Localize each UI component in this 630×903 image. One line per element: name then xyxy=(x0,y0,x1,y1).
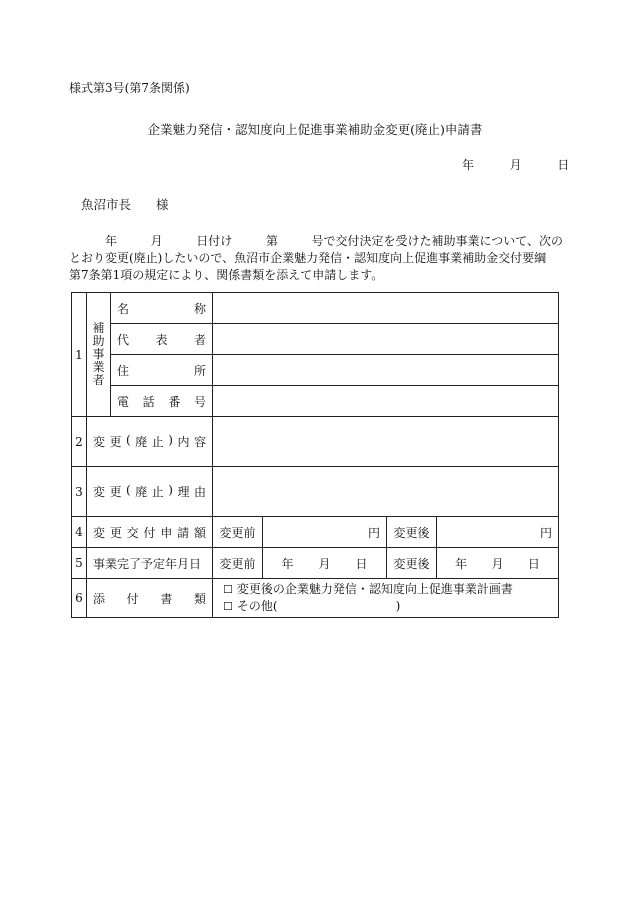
row-3-number: 3 xyxy=(72,467,87,517)
change-content-label: 変 更 ( 廃 止 ) 内 容 xyxy=(87,417,213,467)
body-date-suffix: 日付け xyxy=(196,234,233,248)
attachments-options xyxy=(213,579,559,618)
date-year-label: 年 xyxy=(462,158,475,172)
date-after-field[interactable]: 年 月 日 xyxy=(437,548,559,579)
grant-amount-label: 変 更 交 付 申 請 額 xyxy=(87,517,213,548)
row-2-number: 2 xyxy=(72,417,87,467)
date-after-label: 変更後 xyxy=(387,548,437,579)
phone-field[interactable] xyxy=(213,386,559,417)
body-line-2: とおり変更(廃止)したいので、魚沼市企業魅力発信・認知度向上促進事業補助金交付要綱 xyxy=(69,251,547,265)
change-reason-field[interactable] xyxy=(213,467,559,517)
addressee: 魚沼市長 様 xyxy=(81,197,169,212)
row-5-number: 5 xyxy=(72,548,87,579)
change-reason-label: 変 更 ( 廃 止 ) 理 由 xyxy=(87,467,213,517)
body-line-3: 第7条第1項の規定により、関係書類を添えて申請します。 xyxy=(69,268,384,282)
attachments-label: 添 付 書 類 xyxy=(87,579,213,618)
completion-date-label: 事業完了予定年月日 xyxy=(87,548,213,579)
row-1-number: 1 xyxy=(72,293,87,417)
subsidy-business-label: 補 助 事 業 者 xyxy=(87,293,111,417)
representative-label: 代 表 者 xyxy=(111,324,213,355)
body-line-1 xyxy=(69,233,563,250)
amount-before-field[interactable]: 円 xyxy=(263,517,387,548)
amount-after-label: 変更後 xyxy=(387,517,437,548)
name-label: 名 称 xyxy=(111,293,213,324)
application-table xyxy=(71,292,559,618)
address-label: 住 所 xyxy=(111,355,213,386)
body-line-1-rest: 号で交付決定を受けた補助事業について、次の xyxy=(311,234,563,248)
date-before-label: 変更前 xyxy=(213,548,263,579)
form-number: 様式第3号(第7条関係) xyxy=(69,81,190,95)
request-body xyxy=(69,233,563,284)
amount-before-label: 変更前 xyxy=(213,517,263,548)
phone-label: 電 話 番 号 xyxy=(111,386,213,417)
body-month: 月 xyxy=(150,234,163,248)
address-field[interactable] xyxy=(213,355,559,386)
amount-after-field[interactable]: 円 xyxy=(437,517,559,548)
date-month-label: 月 xyxy=(509,158,522,172)
body-number-prefix: 第 xyxy=(265,234,278,248)
representative-field[interactable] xyxy=(213,324,559,355)
attachment-option-other[interactable]: ☐ その他( ) xyxy=(223,599,401,613)
attachment-option-plan[interactable]: ☐ 変更後の企業魅力発信・認知度向上促進事業計画書 xyxy=(223,582,513,596)
row-4-number: 4 xyxy=(72,517,87,548)
body-year: 年 xyxy=(105,234,118,248)
checkbox-icon[interactable]: ☐ xyxy=(223,583,233,596)
row-6-number: 6 xyxy=(72,579,87,618)
document-title: 企業魅力発信・認知度向上促進事業補助金変更(廃止)申請書 xyxy=(147,122,483,137)
name-field[interactable] xyxy=(213,293,559,324)
date-day-label: 日 xyxy=(557,158,570,172)
submission-date xyxy=(462,156,569,173)
date-before-field[interactable]: 年 月 日 xyxy=(263,548,387,579)
checkbox-icon[interactable]: ☐ xyxy=(223,600,233,613)
change-content-field[interactable] xyxy=(213,417,559,467)
